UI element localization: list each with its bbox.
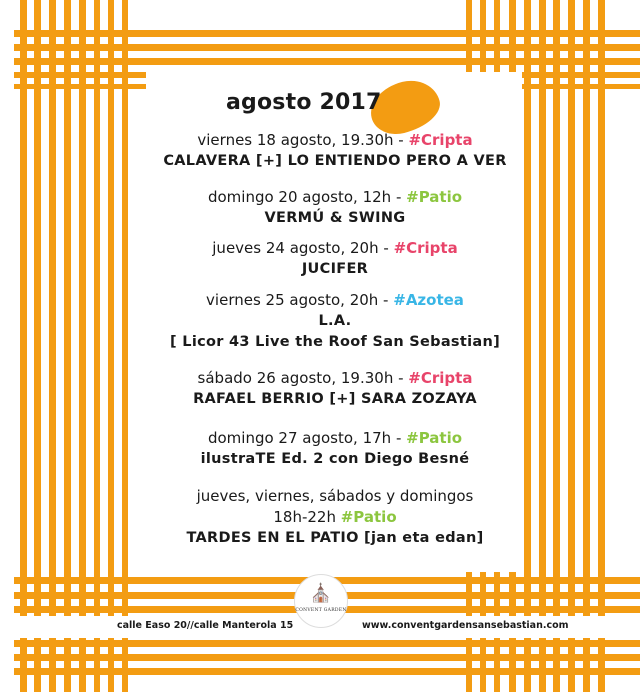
event-venue-tag: #Cripta <box>408 369 473 387</box>
event-title: L.A. <box>318 313 352 329</box>
horizontal-stripe <box>14 668 640 675</box>
event-title: CALAVERA [+] LO ENTIENDO PERO A VER <box>163 153 507 169</box>
vertical-stripe <box>49 0 56 692</box>
vertical-stripe <box>108 0 114 692</box>
vertical-stripe <box>34 0 41 692</box>
logo-text: CONVENT GARDEN <box>295 608 347 613</box>
event-title: JUCIFER <box>301 261 369 277</box>
event-venue-tag: #Patio <box>340 508 397 526</box>
event-venue-tag: #Cripta <box>408 131 473 149</box>
event-title: RAFAEL BERRIO [+] SARA ZOZAYA <box>193 391 477 407</box>
event-date-time: viernes 25 agosto, 20h - <box>206 291 394 309</box>
event-when <box>150 428 520 449</box>
event-item <box>150 187 520 229</box>
event-venue-tag: #Cripta <box>393 239 458 257</box>
event-venue-tag: #Patio <box>406 429 463 447</box>
event-item <box>150 238 520 280</box>
vertical-stripe <box>539 0 546 692</box>
event-date-time: domingo 27 agosto, 17h - <box>207 429 407 447</box>
horizontal-stripe <box>14 58 640 65</box>
event-date-time: domingo 20 agosto, 12h - <box>207 188 407 206</box>
event-title: [ Licor 43 Live the Roof San Sebastian] <box>170 334 500 350</box>
event-venue-tag: #Patio <box>406 188 463 206</box>
event-item <box>150 130 520 172</box>
horizontal-stripe <box>14 30 640 37</box>
event-title: ilustraTE Ed. 2 con Diego Besné <box>200 451 470 467</box>
event-title: TARDES EN EL PATIO [jan eta edan] <box>186 530 484 546</box>
footer-website[interactable]: www.conventgardensansebastian.com <box>362 620 569 631</box>
event-when-line2 <box>150 507 520 528</box>
event-title: VERMÚ & SWING <box>264 210 406 226</box>
event-when <box>150 290 520 311</box>
vertical-stripe <box>94 0 100 692</box>
convent-garden-logo <box>294 574 348 628</box>
event-date-time: sábado 26 agosto, 19.30h - <box>197 369 409 387</box>
vertical-stripe <box>553 0 560 692</box>
vertical-stripe <box>598 0 605 692</box>
vertical-stripe <box>568 0 575 692</box>
event-when <box>150 187 520 208</box>
event-item <box>150 428 520 470</box>
event-when <box>150 486 520 507</box>
vertical-stripe <box>122 0 128 692</box>
convent-garden-building-icon: ⛪ <box>309 583 333 604</box>
vertical-stripe <box>79 0 86 692</box>
event-item <box>150 368 520 410</box>
event-date-time: jueves, viernes, sábados y domingos <box>196 487 474 505</box>
vertical-stripe <box>524 0 531 692</box>
footer-address: calle Easo 20//calle Manterola 15 <box>117 620 294 631</box>
vertical-stripe <box>64 0 71 692</box>
page-title: agosto 2017 <box>226 90 382 115</box>
event-when <box>150 130 520 151</box>
vertical-stripe <box>20 0 27 692</box>
horizontal-stripe <box>14 640 640 647</box>
event-date-time: jueves 24 agosto, 20h - <box>212 239 394 257</box>
horizontal-stripe <box>14 44 640 51</box>
event-time: 18h-22h <box>273 508 341 526</box>
horizontal-stripe <box>14 654 640 661</box>
vertical-stripe <box>583 0 590 692</box>
event-when <box>150 238 520 259</box>
event-item <box>150 486 520 549</box>
event-item <box>150 290 520 353</box>
event-venue-tag: #Azotea <box>393 291 464 309</box>
event-date-time: viernes 18 agosto, 19.30h - <box>197 131 409 149</box>
event-when <box>150 368 520 389</box>
